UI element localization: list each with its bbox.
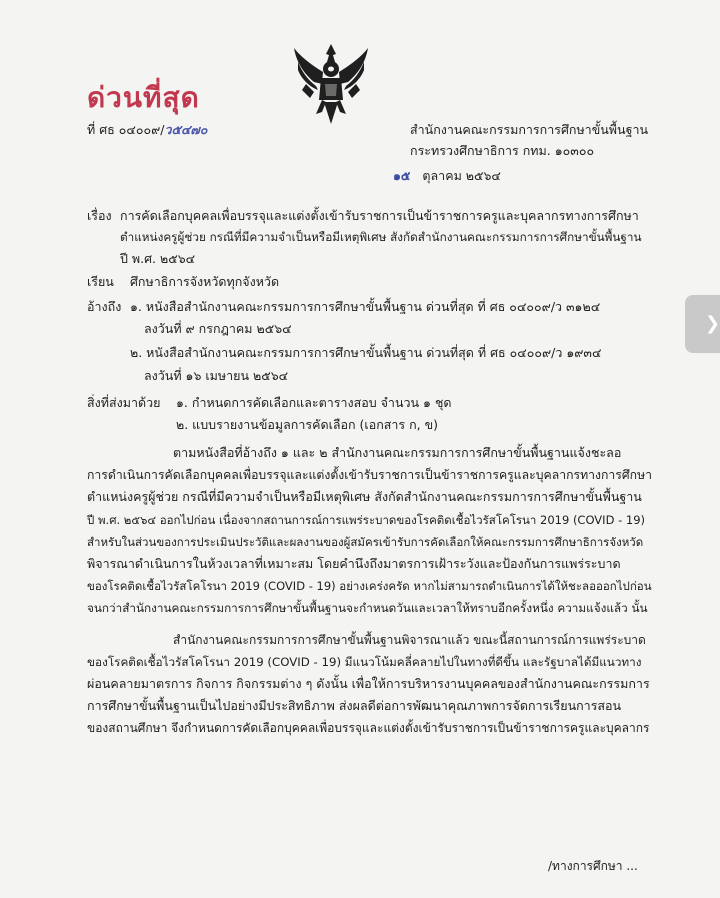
body-line: ของสถานศึกษา จึงกำหนดการคัดเลือกบุคคลเพื่อบรรจุและแต่งตั้งเข้ารับราชการเป็นข้าราชการครูและบุคลากร: [87, 721, 650, 735]
reference-item-date: ลงวันที่ ๙ กรกฎาคม ๒๕๖๔: [144, 321, 292, 336]
office-address: กระทรวงศึกษาธิการ กทม. ๑๐๓๐๐: [410, 143, 595, 158]
next-page-button[interactable]: [685, 295, 720, 353]
reference-item: ๑. หนังสือสำนักงานคณะกรรมการการศึกษาขั้นพื้นฐาน ด่วนที่สุด ที่ ศธ ๐๔๐๐๙/ว ๓๑๒๔: [130, 299, 601, 314]
enclosure-item: ๒. แบบรายงานข้อมูลการคัดเลือก (เอกสาร ก, ข): [176, 417, 439, 432]
document-date: [393, 166, 501, 186]
body-line: จนกว่าสำนักงานคณะกรรมการการศึกษาขั้นพื้นฐานจะกำหนดวันและเวลาให้ทราบอีกครั้งหนึ่ง ความแจ้งแล้ว นั้น: [87, 601, 648, 615]
office-name: สำนักงานคณะกรรมการการศึกษาขั้นพื้นฐาน: [410, 122, 649, 137]
date-month-year: ตุลาคม ๒๕๖๔: [422, 168, 501, 183]
subject-line: ตำแหน่งครูผู้ช่วย กรณีที่มีความจำเป็นหรือมีเหตุพิเศษ สังกัดสำนักงานคณะกรรมการการศึกษาขั้นพื้นฐาน: [120, 230, 642, 244]
urgency-stamp: ด่วนที่สุด: [87, 81, 200, 114]
subject-line: ปี พ.ศ. ๒๕๖๔: [120, 251, 196, 266]
reference-prefix: ที่ ศธ ๐๔๐๐๙/: [87, 122, 165, 137]
body-line: สำหรับในส่วนของการประเมินประวัติและผลงานของผู้สมัครเข้ารับการคัดเลือกให้คณะกรรมการศึกษาธิการจังหวัด: [87, 535, 644, 549]
enclosure-item: ๑. กำหนดการคัดเลือกและตารางสอบ จำนวน ๑ ชุด: [176, 395, 452, 410]
chevron-right-icon: ❯: [705, 313, 720, 334]
reference-item-date: ลงวันที่ ๑๖ เมษายน ๒๕๖๔: [144, 368, 289, 383]
body-line: การดำเนินการคัดเลือกบุคคลเพื่อบรรจุและแต่งตั้งเข้ารับราชการเป็นข้าราชการครูและบุคลากรทางการศึกษา: [87, 468, 653, 482]
body-line: ปี พ.ศ. ๒๕๖๔ ออกไปก่อน เนื่องจากสถานการณ์การแพร่ระบาดของโรคติดเชื้อไวรัสโคโรนา 2019 (COVID - 19): [87, 513, 646, 527]
reference-item: ๒. หนังสือสำนักงานคณะกรรมการการศึกษาขั้นพื้นฐาน ด่วนที่สุด ที่ ศธ ๐๔๐๐๙/ว ๑๙๓๔: [130, 345, 602, 360]
to-recipient: ศึกษาธิการจังหวัดทุกจังหวัด: [130, 274, 280, 289]
body-line: พิจารณาดำเนินการในห้วงเวลาที่เหมาะสม โดยคำนึงถึงมาตรการเฝ้าระวังและป้องกันการแพร่ระบาด: [87, 556, 621, 571]
to-label: เรียน: [87, 274, 114, 289]
enclosures-label: สิ่งที่ส่งมาด้วย: [87, 395, 161, 410]
subject-label: เรื่อง: [87, 208, 112, 223]
body-line: ผ่อนคลายมาตรการ กิจการ กิจกรรมต่าง ๆ ดังนั้น เพื่อให้การบริหารงานบุคคลของสำนักงานคณะกรรมการ: [87, 676, 650, 691]
body-line: ของโรคติดเชื้อไวรัสโคโรนา 2019 (COVID - 19) อย่างเคร่งครัด หากไม่สามารถดำเนินการได้ให้ชะลอออกไปก่อน: [87, 579, 652, 593]
body-line: การศึกษาขั้นพื้นฐานเป็นไปอย่างมีประสิทธิภาพ ส่งผลดีต่อการพัฒนาคุณภาพการจัดการเรียนการสอน: [87, 698, 622, 713]
body-line: สำนักงานคณะกรรมการการศึกษาขั้นพื้นฐานพิจารณาแล้ว ขณะนี้สถานการณ์การแพร่ระบาด: [173, 633, 646, 647]
date-day: ๑๕: [393, 168, 411, 183]
reference-handwritten-number: ว๕๔๗๐: [164, 122, 208, 137]
body-line: ตามหนังสือที่อ้างถึง ๑ และ ๒ สำนักงานคณะกรรมการการศึกษาขั้นพื้นฐานแจ้งชะลอ: [173, 445, 622, 460]
subject-line: การคัดเลือกบุคคลเพื่อบรรจุและแต่งตั้งเข้ารับราชการเป็นข้าราชการครูและบุคลากรทางการศึกษา: [120, 208, 639, 223]
page-continuation: /ทางการศึกษา ...: [548, 859, 638, 873]
reference-number: [87, 120, 207, 140]
body-line: ของโรคติดเชื้อไวรัสโคโรนา 2019 (COVID - 19) มีแนวโน้มคลี่คลายไปในทางที่ดีขึ้น และรัฐบาลได้มีแนวทาง: [87, 655, 642, 669]
body-line: ตำแหน่งครูผู้ช่วย กรณีที่มีความจำเป็นหรือมีเหตุพิเศษ สังกัดสำนักงานคณะกรรมการการศึกษาขั้นพื้นฐาน: [87, 489, 642, 504]
references-label: อ้างถึง: [87, 299, 122, 314]
garuda-emblem-icon: [292, 42, 370, 126]
issuing-office: [410, 119, 648, 161]
